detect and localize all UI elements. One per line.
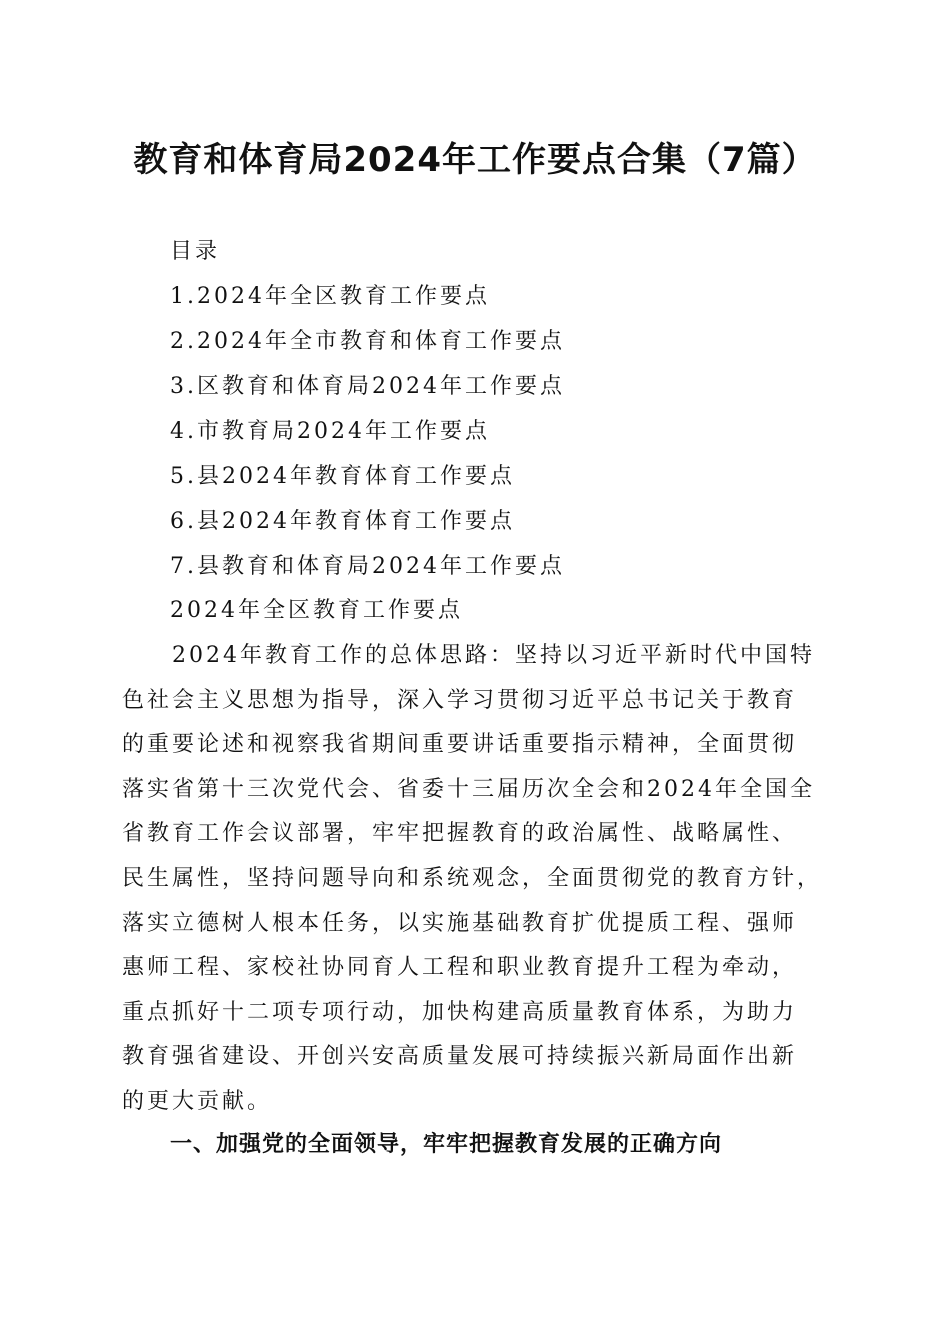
paragraph-line: 的重要论述和视察我省期间重要讲话重要指示精神，全面贯彻	[122, 732, 798, 757]
paragraph-line: 色社会主义思想为指导，深入学习贯彻习近平总书记关于教育	[122, 688, 798, 713]
toc-item: 7.县教育和体育局2024年工作要点	[170, 554, 565, 579]
toc-item: 1.2024年全区教育工作要点	[170, 284, 490, 309]
toc-item: 2.2024年全市教育和体育工作要点	[170, 329, 565, 354]
paragraph-line: 省教育工作会议部署，牢牢把握教育的政治属性、战略属性、	[122, 821, 798, 846]
toc-heading: 目录	[170, 239, 221, 264]
paragraph-line: 落实省第十三次党代会、省委十三届历次全会和2024年全国全	[122, 777, 815, 802]
toc-item: 6.县2024年教育体育工作要点	[170, 509, 515, 534]
paragraph-line: 的更大贡献。	[122, 1089, 273, 1114]
article-title: 2024年全区教育工作要点	[170, 598, 463, 623]
paragraph-line: 教育强省建设、开创兴安高质量发展可持续振兴新局面作出新	[122, 1044, 798, 1069]
paragraph-line: 落实立德树人根本任务，以实施基础教育扩优提质工程、强师	[122, 911, 798, 936]
document-title: 教育和体育局2024年工作要点合集（7篇）	[133, 140, 817, 180]
toc-item: 5.县2024年教育体育工作要点	[170, 464, 515, 489]
toc-item: 4.市教育局2024年工作要点	[170, 419, 490, 444]
paragraph-line: 重点抓好十二项专项行动，加快构建高质量教育体系，为助力	[122, 1000, 798, 1025]
toc-item: 3.区教育和体育局2024年工作要点	[170, 374, 565, 399]
paragraph-line: 惠师工程、家校社协同育人工程和职业教育提升工程为牵动，	[122, 955, 798, 980]
paragraph-line: 民生属性，坚持问题导向和系统观念，全面贯彻党的教育方针，	[122, 866, 823, 891]
paragraph-line: 2024年教育工作的总体思路：坚持以习近平新时代中国特	[122, 643, 815, 668]
table-of-contents	[170, 279, 565, 594]
section-heading: 一、加强党的全面领导，牢牢把握教育发展的正确方向	[170, 1132, 723, 1157]
